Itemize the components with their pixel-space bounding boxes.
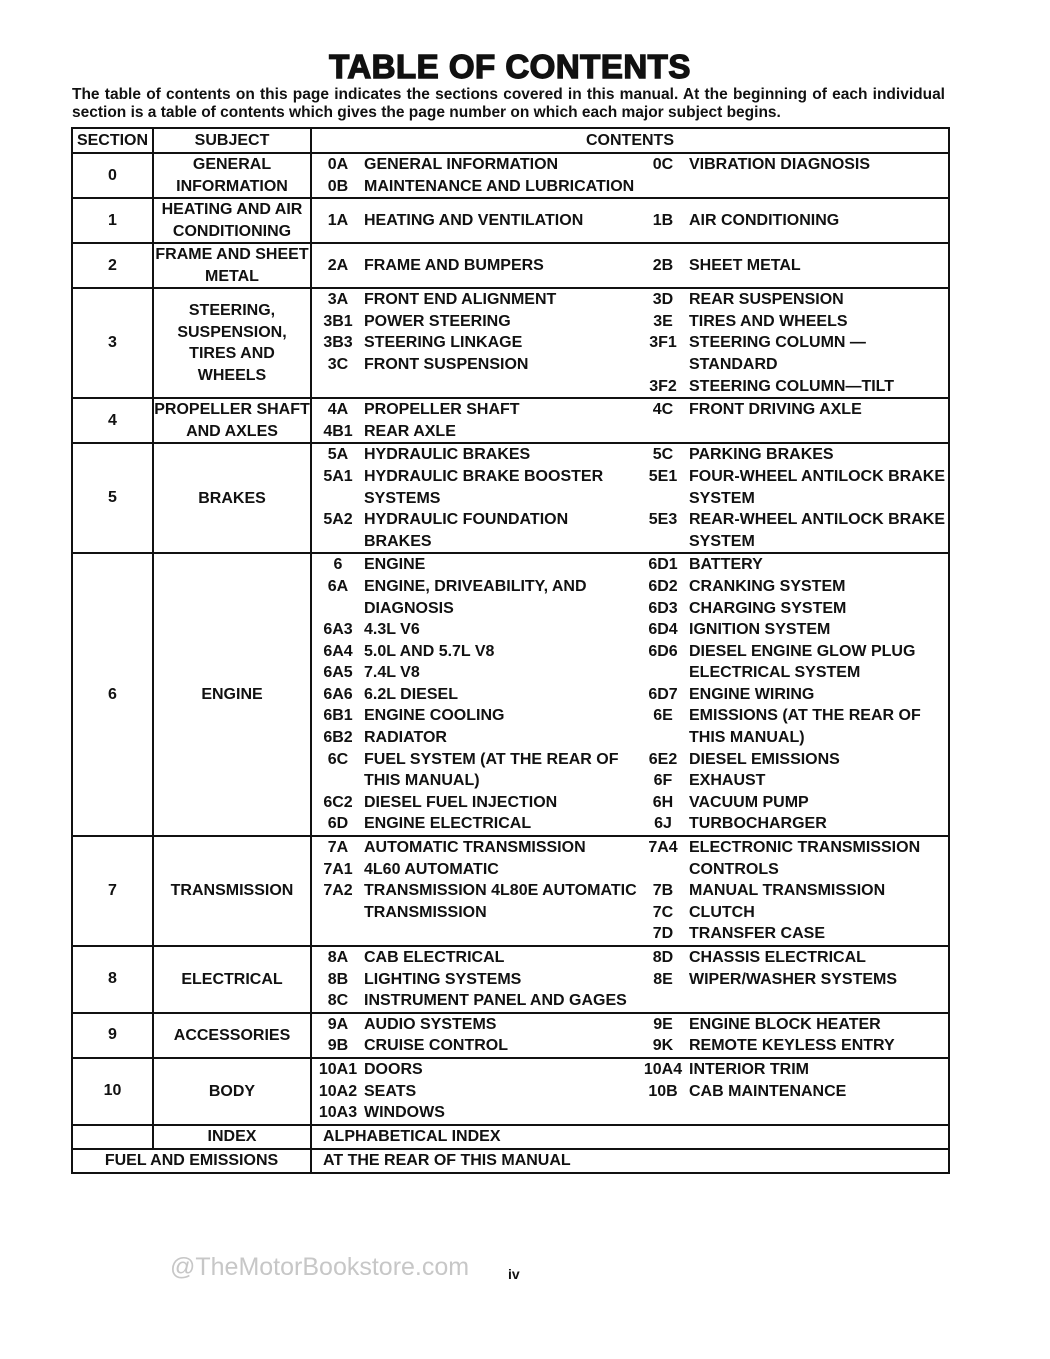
entry-code: 8E: [653, 970, 673, 988]
entry-code: 6A4: [323, 642, 353, 660]
contents-entry: [312, 444, 637, 466]
contents-column-left: [312, 154, 637, 197]
contents-column-left: [312, 947, 637, 1012]
index-subject: INDEX: [153, 1125, 311, 1149]
section-number: 1: [72, 198, 153, 243]
section-subject: STEERING, SUSPENSION, TIRES AND WHEELS: [153, 288, 311, 398]
contents-entry: [637, 947, 948, 969]
entry-code: 10A3: [318, 1104, 358, 1122]
entry-label: 4L60 AUTOMATIC: [364, 860, 499, 878]
section-number: 3: [72, 288, 153, 398]
entry-label: GENERAL INFORMATION: [364, 156, 559, 173]
entry-label: WINDOWS: [364, 1104, 445, 1122]
contents-entry: [312, 705, 637, 727]
contents-entry: [637, 1035, 948, 1057]
entry-label: DIESEL ENGINE GLOW PLUG ELECTRICAL SYSTEM: [689, 642, 916, 682]
entry-label: REMOTE KEYLESS ENTRY: [689, 1037, 895, 1055]
entry-code: 6: [333, 556, 343, 574]
entry-code: 9K: [652, 1037, 674, 1055]
contents-column-right: [637, 444, 948, 552]
entry-label: HYDRAULIC BRAKE BOOSTER SYSTEMS: [364, 467, 604, 507]
section-subject: ENGINE: [153, 553, 311, 836]
entry-label: IGNITION SYSTEM: [689, 621, 831, 639]
entry-code: 6E: [653, 707, 673, 725]
contents-entry: [312, 990, 637, 1012]
section-contents: [311, 288, 949, 398]
contents-table: [71, 127, 950, 1174]
entry-code: 8B: [327, 970, 349, 988]
entry-code: 6D: [327, 815, 349, 833]
contents-entry: [312, 749, 637, 792]
section-number: 5: [72, 443, 153, 553]
entry-code: 4C: [652, 401, 674, 419]
entry-code: 3B1: [323, 312, 353, 330]
entry-label: TIRES AND WHEELS: [689, 312, 848, 330]
contents-column-right: [637, 399, 948, 442]
entry-label: HYDRAULIC FOUNDATION BRAKES: [364, 511, 569, 550]
contents-entry: [637, 619, 948, 641]
entry-label: CRUISE CONTROL: [364, 1037, 508, 1055]
entry-code: 6A3: [323, 621, 353, 639]
contents-column-right: [637, 1059, 948, 1124]
contents-column-left: [312, 444, 637, 552]
entry-code: 0A: [327, 156, 349, 173]
entry-code: 3D: [652, 291, 674, 309]
entry-label: REAR AXLE: [364, 422, 456, 440]
contents-entry: [312, 176, 637, 198]
contents-entry: [312, 684, 637, 706]
entry-code: 6B2: [323, 729, 353, 747]
section-subject: BRAKES: [153, 443, 311, 553]
entry-code: 6C2: [323, 793, 353, 811]
entry-code: 3A: [327, 291, 349, 309]
section-contents: [311, 153, 949, 198]
entry-code: 6E2: [648, 750, 678, 768]
contents-entry: [637, 576, 948, 598]
fuel-emissions-subject: FUEL AND EMISSIONS: [72, 1149, 311, 1173]
section-row-6: [72, 553, 949, 836]
entry-code: 6H: [652, 793, 674, 811]
entry-code: 6D6: [648, 642, 678, 660]
entry-code: 3F2: [649, 377, 677, 395]
page-number: iv: [508, 1266, 520, 1282]
entry-code: 1A: [327, 211, 349, 229]
entry-code: 8A: [327, 949, 349, 966]
entry-code: 3F1: [649, 334, 677, 352]
section-number: 10: [72, 1058, 153, 1125]
contents-entry: [637, 311, 948, 333]
watermark: @TheMotorBookstore.com: [170, 1253, 470, 1281]
contents-entry: [637, 902, 948, 924]
entry-label: ENGINE, DRIVEABILITY, AND DIAGNOSIS: [364, 577, 587, 617]
contents-entry: [637, 880, 948, 902]
entry-label: REAR-WHEEL ANTILOCK BRAKE SYSTEM: [689, 511, 945, 550]
entry-code: 7C: [652, 903, 674, 921]
section-row-7: [72, 836, 949, 946]
contents-entry: [312, 662, 637, 684]
contents-entry: [312, 1081, 637, 1103]
contents-entry: [637, 444, 948, 466]
entry-code: 8C: [327, 992, 349, 1010]
entry-label: CRANKING SYSTEM: [689, 577, 846, 595]
entry-label: VIBRATION DIAGNOSIS: [689, 156, 871, 173]
entry-label: PARKING BRAKES: [689, 446, 834, 464]
contents-entry: [312, 1014, 637, 1036]
entry-label: DIESEL FUEL INJECTION: [364, 793, 558, 811]
entry-label: HEATING AND VENTILATION: [364, 211, 584, 229]
entry-code: 5A: [327, 446, 349, 464]
contents-entry: [312, 311, 637, 333]
entry-code: 5E1: [648, 467, 678, 485]
entry-label: REAR SUSPENSION: [689, 291, 844, 309]
entry-code: 2B: [652, 256, 674, 274]
section-row-10: [72, 1058, 949, 1125]
subject-header: SUBJECT: [153, 128, 311, 153]
contents-entry: [312, 1035, 637, 1057]
section-number: 4: [72, 398, 153, 443]
contents-column-right: [637, 837, 948, 945]
contents-entry: [312, 880, 637, 923]
entry-code: 1B: [652, 211, 674, 229]
entry-label: STEERING LINKAGE: [364, 334, 523, 352]
contents-entry: [312, 619, 637, 641]
entry-code: 9A: [327, 1015, 349, 1033]
entry-label: CAB MAINTENANCE: [689, 1082, 847, 1100]
entry-label: ENGINE: [364, 556, 426, 574]
section-number: 8: [72, 946, 153, 1013]
entry-label: ENGINE WIRING: [689, 685, 815, 703]
contents-entry: [312, 421, 637, 443]
contents-entry: [637, 641, 948, 684]
section-row-5: [72, 443, 949, 553]
section-contents: [311, 243, 949, 288]
contents-entry: [637, 1059, 948, 1081]
contents-entry: [312, 727, 637, 749]
contents-entry: [637, 154, 948, 176]
section-contents: [311, 198, 949, 243]
entry-code: 5A1: [323, 467, 353, 485]
section-row-3: [72, 288, 949, 398]
entry-label: DOORS: [364, 1060, 423, 1078]
entry-label: TURBOCHARGER: [689, 815, 827, 833]
contents-entry: [312, 947, 637, 969]
entry-code: 10B: [648, 1082, 678, 1100]
section-row-8: [72, 946, 949, 1013]
contents-entry: [637, 813, 948, 835]
section-contents: [311, 836, 949, 946]
entry-label: RADIATOR: [364, 729, 447, 747]
entry-code: 6C: [327, 750, 349, 768]
section-header: SECTION: [72, 128, 153, 153]
entry-label: FRONT SUSPENSION: [364, 355, 529, 373]
contents-entry: [637, 466, 948, 509]
section-subject: ELECTRICAL: [153, 946, 311, 1013]
entry-code: 7A4: [648, 839, 678, 857]
contents-column-right: [637, 289, 948, 397]
contents-entry: [637, 1014, 948, 1036]
entry-code: 0C: [652, 156, 674, 173]
index-row: [72, 1125, 949, 1149]
entry-label: CLUTCH: [689, 903, 755, 921]
contents-entry: [312, 154, 637, 176]
section-subject: GENERAL INFORMATION: [153, 153, 311, 198]
contents-entry: [312, 255, 637, 277]
contents-column-right: [637, 210, 948, 232]
entry-label: SHEET METAL: [689, 256, 801, 274]
contents-column-left: [312, 1059, 637, 1124]
entry-code: 3B3: [323, 334, 353, 352]
section-contents: [311, 1058, 949, 1125]
entry-code: 6B1: [323, 707, 353, 725]
section-subject: TRANSMISSION: [153, 836, 311, 946]
entry-label: MAINTENANCE AND LUBRICATION: [364, 177, 635, 195]
entry-label: MANUAL TRANSMISSION: [689, 882, 886, 900]
entry-code: 6D4: [648, 621, 678, 639]
entry-label: AIR CONDITIONING: [689, 211, 840, 229]
entry-code: 6F: [653, 772, 673, 790]
contents-entry: [312, 859, 637, 881]
entry-label: AUDIO SYSTEMS: [364, 1015, 497, 1033]
entry-code: 6J: [654, 815, 672, 833]
entry-label: 7.4L V8: [364, 664, 420, 682]
entry-label: LIGHTING SYSTEMS: [364, 970, 522, 988]
section-subject: PROPELLER SHAFT AND AXLES: [153, 398, 311, 443]
contents-entry: [312, 289, 637, 311]
entry-label: STEERING COLUMN—TILT: [689, 377, 895, 395]
entry-label: CHASSIS ELECTRICAL: [689, 949, 866, 966]
entry-code: 7A2: [323, 882, 353, 900]
entry-label: VACUUM PUMP: [689, 793, 809, 811]
entry-code: 6A6: [323, 685, 353, 703]
section-contents: [311, 1013, 949, 1058]
contents-entry: [312, 354, 637, 376]
entry-code: 9E: [653, 1015, 673, 1033]
contents-column-right: [637, 554, 948, 835]
entry-label: 5.0L AND 5.7L V8: [364, 642, 495, 660]
section-contents: [311, 443, 949, 553]
header-row: [72, 128, 949, 153]
section-number: 2: [72, 243, 153, 288]
entry-label: BATTERY: [689, 556, 763, 574]
section-subject: HEATING AND AIR CONDITIONING: [153, 198, 311, 243]
entry-label: TRANSMISSION 4L80E AUTOMATIC TRANSMISSION: [364, 882, 637, 921]
entry-label: EXHAUST: [689, 772, 766, 790]
entry-code: 6D2: [648, 577, 678, 595]
entry-code: 6D1: [648, 556, 678, 574]
contents-entry: [312, 466, 637, 509]
contents-entry: [312, 210, 637, 232]
contents-column-left: [312, 399, 637, 442]
section-contents: [311, 946, 949, 1013]
entry-label: 4.3L V6: [364, 621, 420, 639]
entry-code: 0B: [327, 177, 349, 195]
contents-entry: [312, 969, 637, 991]
contents-entry: [637, 749, 948, 771]
section-number: 6: [72, 553, 153, 836]
entry-code: 2A: [327, 256, 349, 274]
contents-entry: [637, 684, 948, 706]
entry-label: PROPELLER SHAFT: [364, 401, 520, 419]
intro-paragraph: The table of contents on this page indicates the sections covered in this manual. At the beginning of each individual section is a table of contents which gives the page number on which each major subject begins.: [72, 86, 945, 121]
contents-entry: [637, 923, 948, 945]
contents-entry: [637, 289, 948, 311]
entry-code: 8D: [652, 949, 674, 966]
entry-label: FRONT END ALIGNMENT: [364, 291, 557, 309]
index-contents-cell: [311, 1125, 949, 1149]
entry-label: ENGINE COOLING: [364, 707, 505, 725]
contents-entry: [637, 1081, 948, 1103]
section-contents: [311, 398, 949, 443]
section-number: 0: [72, 153, 153, 198]
entry-code: 4B1: [323, 422, 353, 440]
entry-code: 4A: [327, 401, 349, 419]
contents-entry: [637, 969, 948, 991]
entry-code: 6A5: [323, 664, 353, 682]
contents-entry: [637, 598, 948, 620]
entry-code: 5E3: [648, 511, 678, 529]
entry-label: INSTRUMENT PANEL AND GAGES: [364, 992, 627, 1010]
contents-entry: [637, 255, 948, 277]
entry-code: 3E: [653, 312, 673, 330]
contents-entry: [637, 837, 948, 880]
entry-label: ELECTRONIC TRANSMISSION CONTROLS: [689, 839, 921, 878]
entry-code: 5C: [652, 446, 674, 464]
contents-column-left: [312, 554, 637, 835]
entry-label: 6.2L DIESEL: [364, 685, 458, 703]
entry-code: 5A2: [323, 511, 353, 529]
entry-code: 7D: [652, 925, 674, 943]
entry-code: 10A2: [318, 1082, 358, 1100]
entry-code: 7B: [652, 882, 674, 900]
contents-entry: [312, 554, 637, 576]
contents-entry: [312, 1102, 637, 1124]
contents-column-left: [312, 1014, 637, 1057]
entry-label: INTERIOR TRIM: [689, 1060, 809, 1078]
entry-label: FRAME AND BUMPERS: [364, 256, 544, 274]
section-row-1: [72, 198, 949, 243]
entry-code: 7A1: [323, 860, 353, 878]
contents-entry: [312, 509, 637, 552]
section-row-4: [72, 398, 949, 443]
section-contents: [311, 553, 949, 836]
contents-column-right: [637, 154, 948, 197]
section-subject: BODY: [153, 1058, 311, 1125]
page-title: TABLE OF CONTENTS: [329, 48, 691, 85]
entry-label: TRANSFER CASE: [689, 925, 826, 943]
section-subject: FRAME AND SHEET METAL: [153, 243, 311, 288]
entry-label: CAB ELECTRICAL: [364, 949, 505, 966]
entry-label: POWER STEERING: [364, 312, 511, 330]
entry-label: ENGINE BLOCK HEATER: [689, 1015, 881, 1033]
entry-label: AUTOMATIC TRANSMISSION: [364, 839, 586, 857]
section-row-0: [72, 153, 949, 198]
contents-header: CONTENTS: [311, 128, 949, 153]
entry-code: 6D7: [648, 685, 678, 703]
entry-code: 6D3: [648, 599, 678, 617]
contents-entry: [637, 210, 948, 232]
contents-entry: [312, 576, 637, 619]
entry-label: DIESEL EMISSIONS: [689, 750, 840, 768]
contents-column-left: [312, 255, 637, 277]
section-row-9: [72, 1013, 949, 1058]
entry-label: CHARGING SYSTEM: [689, 599, 847, 617]
index-section-cell: [72, 1125, 153, 1149]
entry-label: EMISSIONS (AT THE REAR OF THIS MANUAL): [689, 707, 921, 747]
contents-entry: [312, 641, 637, 663]
contents-entry: [637, 399, 948, 421]
contents-entry: [637, 376, 948, 398]
contents-entry: [637, 554, 948, 576]
contents-entry: [312, 837, 637, 859]
entry-code: 3C: [327, 355, 349, 373]
contents-column-right: [637, 255, 948, 277]
index-contents: ALPHABETICAL INDEX: [323, 1128, 501, 1146]
contents-column-left: [312, 210, 637, 232]
contents-entry: [637, 332, 948, 375]
contents-entry: [637, 509, 948, 552]
entry-label: STEERING COLUMN —STANDARD: [689, 334, 866, 373]
contents-column-left: [312, 289, 637, 397]
entry-label: FRONT DRIVING AXLE: [689, 401, 862, 419]
section-subject: ACCESSORIES: [153, 1013, 311, 1058]
entry-label: SEATS: [364, 1082, 417, 1100]
contents-column-left: [312, 837, 637, 945]
entry-label: ENGINE ELECTRICAL: [364, 815, 532, 833]
section-number: 9: [72, 1013, 153, 1058]
entry-code: 10A1: [318, 1060, 358, 1078]
entry-label: FOUR-WHEEL ANTILOCK BRAKE SYSTEM: [689, 467, 945, 507]
section-row-2: [72, 243, 949, 288]
entry-label: FUEL SYSTEM (AT THE REAR OF THIS MANUAL): [364, 750, 619, 790]
entry-code: 9B: [327, 1037, 349, 1055]
contents-entry: [312, 792, 637, 814]
contents-column-right: [637, 947, 948, 1012]
contents-entry: [637, 705, 948, 748]
entry-code: 7A: [327, 839, 349, 857]
entry-code: 6A: [327, 577, 349, 595]
fuel-emissions-contents: AT THE REAR OF THIS MANUAL: [323, 1152, 571, 1170]
contents-entry: [637, 770, 948, 792]
contents-column-right: [637, 1014, 948, 1057]
entry-label: WIPER/WASHER SYSTEMS: [689, 970, 898, 988]
contents-entry: [312, 332, 637, 354]
contents-entry: [637, 792, 948, 814]
contents-entry: [312, 1059, 637, 1081]
entry-code: 10A4: [643, 1060, 683, 1078]
section-number: 7: [72, 836, 153, 946]
contents-entry: [312, 399, 637, 421]
entry-label: HYDRAULIC BRAKES: [364, 446, 531, 464]
fuel-emissions-row: [72, 1149, 949, 1173]
fuel-emissions-contents-cell: [311, 1149, 949, 1173]
contents-entry: [312, 813, 637, 835]
